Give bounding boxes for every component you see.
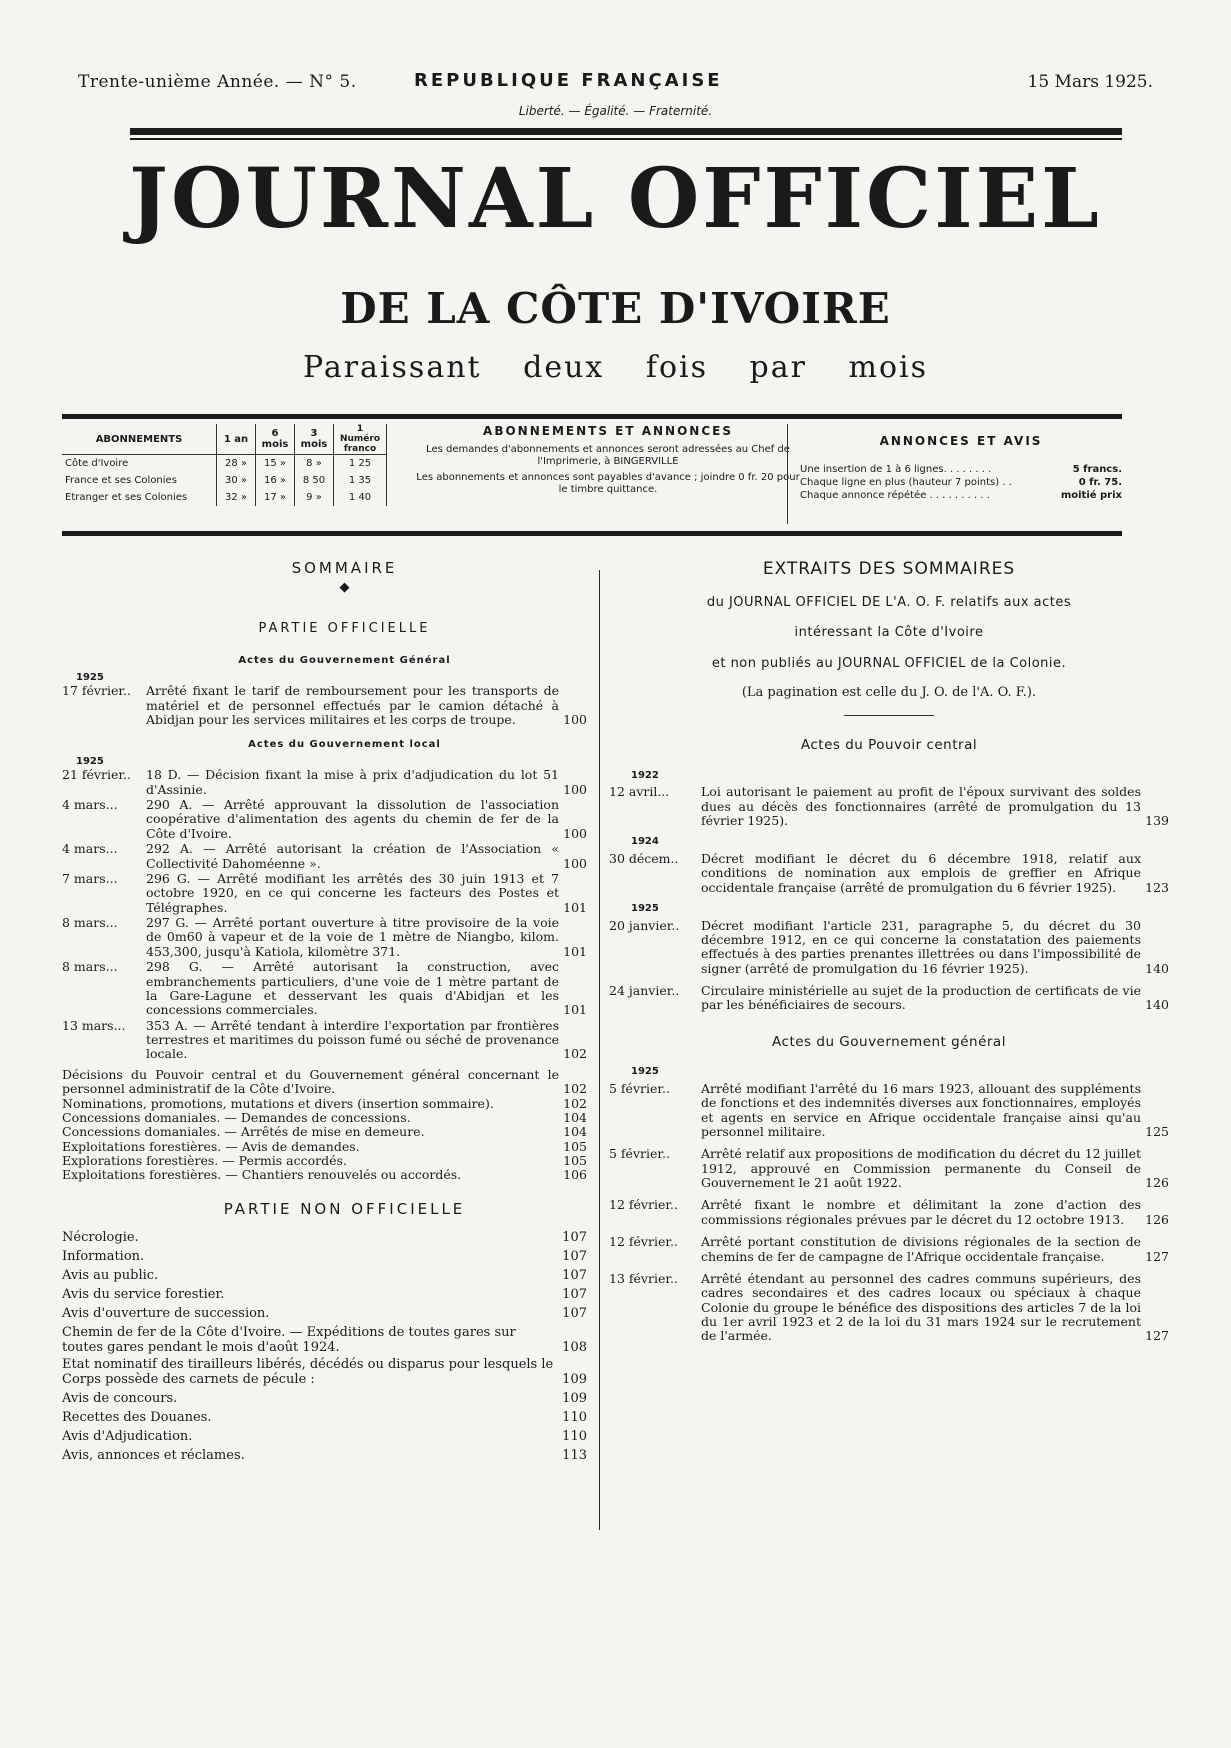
notice-rate: [800, 477, 1122, 488]
entry-date: 30 décem..: [609, 850, 679, 866]
journal-title: JOURNAL OFFICIEL: [129, 151, 1102, 247]
page-number: 107: [562, 1287, 587, 1302]
list-item: [609, 1272, 1169, 1344]
entry-text: Chemin de fer de la Côte d'Ivoire. — Expéditions de toutes gares sur toutes gares pendant le mois d'août 1924.: [62, 1325, 516, 1355]
year-label: 1925: [631, 1066, 659, 1078]
page-number: 126: [1145, 1175, 1169, 1191]
page-number: 110: [562, 1429, 587, 1444]
extraits-title: EXTRAITS DES SOMMAIRES: [762, 559, 1016, 579]
notice-price: 5 francs.: [1072, 464, 1122, 475]
page-number: 109: [562, 1372, 587, 1387]
notice-price: 0 fr. 75.: [1078, 477, 1122, 488]
entry-text: 290 A. — Arrêté approuvant la dissolution de l'association coopérative d'alimentation des agents du chemin de fer de la Côte d'Ivoire.: [146, 797, 559, 841]
entry-text: Arrêté modifiant l'arrêté du 16 mars 1923, allouant des suppléments de fonctions et des indemnités diverses aux fonctionnaires, employés et agents en service en Afrique occidentale française ainsi qu'au personnel militaire.: [701, 1080, 1141, 1139]
list-item: [62, 1125, 587, 1139]
list-item: [62, 1357, 587, 1387]
page-number: 100: [563, 855, 587, 871]
list-item: [609, 1235, 1169, 1264]
row-label: Côte d'Ivoire: [62, 455, 217, 473]
entry-date: 7 mars...: [62, 870, 118, 886]
entry-text: 18 D. — Décision fixant la mise à prix d'adjudication du lot 51 d'Assinie.: [146, 767, 559, 797]
entry-text: Loi autorisant le paiement au profit de l'époux survivant des soldes dues au décès des fonctionnaires (arrêté de promulgation du 13 février 1925).: [701, 784, 1141, 829]
extraits-subtitle: et non publiés au JOURNAL OFFICIEL de la Colonie.: [711, 656, 1067, 672]
header-rule: [130, 128, 1122, 135]
announcements-payment: Les abonnements et annonces sont payables d'avance ; joindre 0 fr. 20 pour le timbre quittance.: [416, 472, 800, 495]
sommaire-column: [62, 560, 587, 1465]
list-item: [62, 1154, 587, 1168]
entry-text: 353 A. — Arrêté tendant à interdire l'exportation par frontières terrestres et maritimes du poisson fumé ou séché de provenance locale.: [146, 1017, 559, 1062]
journal-subtitle: DE LA CÔTE D'IVOIRE: [340, 284, 891, 333]
entry-text: Arrêté étendant au personnel des cadres communs supérieurs, des cadres secondaires et des cadres locaux ou spéciaux à chaque Colonie du groupe le bénéfice des dispositions des articles 7 de la loi du 1er avril 1923 et 2 de la loi du 31 mars 1924 sur le recrutement de l'armée.: [701, 1270, 1141, 1344]
page-number: 102: [563, 1046, 587, 1062]
entry-text: Avis d'Adjudication.: [62, 1429, 193, 1444]
masthead-topline: [78, 70, 1153, 96]
partie-officielle-heading: PARTIE OFFICIELLE: [258, 621, 431, 637]
entry-text: 292 A. — Arrêté autorisant la création de l'Association « Collectivité Dahoméenne ».: [146, 841, 559, 871]
partie-non-officielle-heading: PARTIE NON OFFICIELLE: [223, 1199, 466, 1218]
page-number: 101: [563, 943, 587, 959]
entry-list: [62, 1228, 587, 1465]
table-row: [62, 472, 387, 489]
entry-text: Nécrologie.: [62, 1230, 139, 1245]
list-item: [62, 684, 587, 727]
entry-list: [609, 1082, 1169, 1344]
entry-date: 4 mars...: [62, 797, 118, 812]
sommaire-title: SOMMAIRE: [291, 559, 398, 577]
extraits-subtitle: du JOURNAL OFFICIEL DE L'A. O. F. relatifs aux actes: [706, 594, 1072, 610]
page-number: 140: [1145, 997, 1169, 1013]
year-label: 1924: [631, 836, 659, 848]
list-item: [62, 1019, 587, 1062]
republic-label: REPUBLIQUE FRANÇAISE: [414, 70, 723, 91]
year-label: 1925: [76, 755, 104, 767]
price-cell: 17 »: [256, 489, 295, 506]
table-header: 1 Numéro franco: [334, 424, 387, 455]
entry-date: 13 mars...: [62, 1017, 126, 1033]
notice-label: Chaque ligne en plus (hauteur 7 points) . .: [800, 477, 1012, 488]
list-item: [62, 872, 587, 915]
entry-group: [609, 852, 1169, 895]
list-item: [62, 1266, 587, 1285]
entry-text: Avis du service forestier.: [62, 1287, 225, 1302]
list-item: [62, 1111, 587, 1125]
list-item: [62, 1304, 587, 1323]
notice-rate: [800, 490, 1122, 501]
page-number: 139: [1145, 813, 1169, 829]
entry-date: 12 février..: [609, 1234, 678, 1250]
list-item: [62, 798, 587, 841]
page-number: 107: [562, 1230, 587, 1245]
year-label: 1925: [631, 903, 659, 915]
page-number: 110: [562, 1410, 587, 1425]
page-number: 100: [563, 711, 587, 727]
entry-text: Arrêté portant constitution de divisions régionales de la section de chemins de fer de campagne de l'Afrique occidentale française.: [701, 1234, 1141, 1264]
list-item: [62, 1389, 587, 1408]
notices-column: [787, 424, 1122, 524]
entry-text: Etat nominatif des tirailleurs libérés, décédés ou disparus pour lesquels le Corps possède des carnets de pécule :: [62, 1357, 554, 1387]
table-header: ABONNEMENTS: [62, 424, 217, 455]
entry-text: Concessions domaniales. — Demandes de concessions.: [62, 1109, 411, 1125]
entry-text: Arrêté fixant le tarif de remboursement pour les transports de matériel et de personnel effectués par le camion détaché à Abidjan pour les services militaires et les corps de troupe.: [146, 683, 559, 727]
table-bottom-rule: [62, 531, 1122, 536]
price-cell: 28 »: [217, 455, 256, 473]
price-cell: 8 50: [295, 472, 334, 489]
page-number: 126: [1145, 1211, 1169, 1227]
list-item: [62, 1140, 587, 1154]
page-number: 101: [563, 899, 587, 915]
entry-text: Avis de concours.: [62, 1391, 178, 1406]
page-number: 102: [563, 1081, 587, 1097]
entry-text: Information.: [62, 1249, 145, 1264]
list-item: [609, 785, 1169, 828]
page-number: 100: [563, 825, 587, 841]
page-number: 113: [562, 1448, 587, 1463]
year-label: 1925: [76, 671, 104, 683]
page-number: 100: [563, 781, 587, 797]
table-row: [62, 455, 387, 473]
entry-group: [609, 785, 1169, 828]
year-label: 1922: [631, 769, 659, 781]
table-top-rule: [62, 414, 1122, 419]
page-number: 102: [563, 1095, 587, 1111]
entry-text: Décret modifiant l'article 231, paragraphe 5, du décret du 30 décembre 1912, en ce qui concerne la constatation des paiements effectués à des parties prenantes illettrées ou dans l'impossibilité de signer (arrêté de promulgation du 16 février 1925).: [701, 917, 1141, 976]
price-cell: 8 »: [295, 455, 334, 473]
entry-date: 12 février..: [609, 1197, 678, 1213]
entry-date: 5 février..: [609, 1146, 670, 1162]
entry-date: 8 mars...: [62, 915, 118, 930]
page-number: 107: [562, 1268, 587, 1283]
issue-date: 15 Mars 1925.: [1027, 72, 1153, 92]
entry-list: [62, 768, 587, 1062]
page-number: 127: [1145, 1248, 1169, 1264]
notice-rate: [800, 464, 1122, 475]
section-heading: Actes du Gouvernement local: [248, 739, 441, 751]
list-item: [609, 1082, 1169, 1140]
notice-label: Chaque annonce répétée . . . . . . . . . .: [800, 490, 990, 501]
list-item: [62, 1325, 587, 1355]
table-header: 1 an: [217, 424, 256, 455]
entry-text: Avis, annonces et réclames.: [62, 1448, 245, 1463]
list-item: [62, 1285, 587, 1304]
list-item: [62, 1168, 587, 1182]
header-rule-thin: [130, 138, 1122, 140]
notices-title: ANNONCES ET AVIS: [879, 434, 1043, 448]
diamond-ornament-icon: ◆: [339, 580, 350, 596]
edition-number: Trente-unième Année. — N° 5.: [78, 72, 357, 92]
page-number: 125: [1145, 1123, 1169, 1139]
section-heading: Actes du Gouvernement Général: [238, 655, 451, 667]
entry-group: [609, 919, 1169, 1013]
table-row: [62, 489, 387, 506]
entry-text: 296 G. — Arrêté modifiant les arrêtés des 30 juin 1913 et 7 octobre 1920, en ce qui concerne les facteurs des Postes et Télégraphes.: [146, 870, 559, 915]
separator: [844, 715, 934, 716]
notice-price: moitié prix: [1060, 490, 1122, 501]
notice-label: Une insertion de 1 à 6 lignes. . . . . . . .: [800, 464, 992, 475]
page-number: 140: [1145, 960, 1169, 976]
row-label: Etranger et ses Colonies: [62, 489, 217, 506]
page-number: 107: [562, 1249, 587, 1264]
announcements-address: Les demandes d'abonnements et annonces seront adressées au Chef de l'Imprimerie, à BINGERVILLE: [426, 444, 790, 467]
entry-text: Exploitations forestières. — Chantiers renouvelés ou accordés.: [62, 1167, 462, 1183]
page-number: 109: [562, 1391, 587, 1406]
subscription-box: [62, 424, 1122, 526]
entry-date: 12 avril...: [609, 784, 670, 800]
entry-text: 297 G. — Arrêté portant ouverture à titre provisoire de la voie de 0m60 à vapeur et de la voie de 1 mètre de Niangbo, kilom. 453,300, jusqu'à Katiola, kilomètre 371.: [146, 915, 559, 959]
entry-date: 4 mars...: [62, 841, 118, 857]
list-item: [62, 1446, 587, 1465]
price-cell: 30 »: [217, 472, 256, 489]
entry-list: [62, 1068, 587, 1183]
entry-text: Arrêté relatif aux propositions de modification du décret du 12 juillet 1912, approuvé en Commission permanente du Conseil de Gouvernement le 21 août 1922.: [701, 1146, 1141, 1191]
entry-date: 21 février..: [62, 767, 131, 783]
page-number: 123: [1145, 879, 1169, 895]
list-item: [62, 1247, 587, 1266]
entry-text: 298 G. — Arrêté autorisant la construction, avec embranchements particuliers, d'une voie de 1 mètre partant de la Gare-Lagune et desservant les quais d'Abidjan et les concessions commerciales.: [146, 959, 559, 1018]
list-item: [62, 916, 587, 959]
entry-text: Décisions du Pouvoir central et du Gouvernement général concernant le personnel administratif de la Côte d'Ivoire.: [62, 1066, 559, 1097]
entry-date: 20 janvier..: [609, 917, 680, 933]
list-item: [62, 1408, 587, 1427]
entry-text: Concessions domaniales. — Arrêtés de mise en demeure.: [62, 1124, 425, 1140]
list-item: [62, 1427, 587, 1446]
entry-text: Explorations forestières. — Permis accordés.: [62, 1153, 347, 1168]
list-item: [62, 1097, 587, 1111]
entry-text: Circulaire ministérielle au sujet de la production de certificats de vie par les bénéficiaires de secours.: [701, 983, 1141, 1013]
page-number: 108: [562, 1340, 587, 1355]
page-number: 106: [563, 1167, 587, 1183]
extraits-column: [609, 560, 1169, 1352]
list-item: [609, 852, 1169, 895]
price-cell: 1 40: [334, 489, 387, 506]
list-item: [62, 1228, 587, 1247]
page-number: 104: [563, 1124, 587, 1140]
list-item: [62, 960, 587, 1018]
row-label: France et ses Colonies: [62, 472, 217, 489]
entry-text: Exploitations forestières. — Avis de demandes.: [62, 1138, 360, 1154]
entry-list: [609, 770, 1169, 1013]
price-cell: 15 »: [256, 455, 295, 473]
pagination-note: (La pagination est celle du J. O. de l'A. O. F.).: [741, 685, 1037, 701]
publication-frequency: Paraissant deux fois par mois: [302, 350, 929, 385]
list-item: [62, 842, 587, 871]
entry-date: 24 janvier..: [609, 983, 680, 999]
entry-text: Avis au public.: [62, 1268, 159, 1283]
list-item: [609, 1147, 1169, 1190]
entry-text: Nominations, promotions, mutations et divers (insertion sommaire).: [62, 1095, 494, 1111]
list-item: [609, 919, 1169, 977]
page-number: 105: [563, 1138, 587, 1154]
entry-text: Recettes des Douanes.: [62, 1410, 212, 1425]
section-heading: Actes du Gouvernement général: [772, 1033, 1006, 1050]
subscription-table: [62, 424, 387, 506]
price-cell: 1 35: [334, 472, 387, 489]
price-cell: 1 25: [334, 455, 387, 473]
entry-date: 5 février..: [609, 1080, 670, 1096]
entry-text: Arrêté fixant le nombre et délimitant la zone d'action des commissions régionales prévues par le décret du 12 octobre 1913.: [701, 1197, 1141, 1227]
entry-date: 13 février..: [609, 1270, 678, 1286]
page-number: 101: [563, 1002, 587, 1018]
national-motto: Liberté. — Égalité. — Fraternité.: [518, 104, 713, 118]
entry-text: Décret modifiant le décret du 6 décembre 1918, relatif aux conditions de nomination aux emplois de greffier en Afrique occidentale française (arrêté de promulgation du 6 février 1925).: [701, 850, 1141, 895]
page-number: 107: [562, 1306, 587, 1321]
entry-list: [62, 684, 587, 727]
announcements-title: ABONNEMENTS ET ANNONCES: [483, 424, 733, 438]
price-cell: 16 »: [256, 472, 295, 489]
price-cell: 32 »: [217, 489, 256, 506]
extraits-subtitle: intéressant la Côte d'Ivoire: [794, 625, 984, 641]
page-number: 105: [563, 1153, 587, 1168]
entry-date: 8 mars...: [62, 959, 118, 975]
announcements-column: [414, 424, 802, 500]
entry-date: 17 février..: [62, 683, 131, 699]
list-item: [609, 1198, 1169, 1227]
table-header: 3 mois: [295, 424, 334, 455]
list-item: [62, 768, 587, 797]
table-header: 6 mois: [256, 424, 295, 455]
page-number: 104: [563, 1109, 587, 1125]
price-cell: 9 »: [295, 489, 334, 506]
list-item: [62, 1068, 587, 1097]
page-number: 127: [1145, 1328, 1169, 1344]
entry-text: Avis d'ouverture de succession.: [62, 1306, 270, 1321]
section-heading: Actes du Pouvoir central: [800, 737, 978, 754]
column-divider: [599, 570, 600, 1530]
list-item: [609, 984, 1169, 1013]
